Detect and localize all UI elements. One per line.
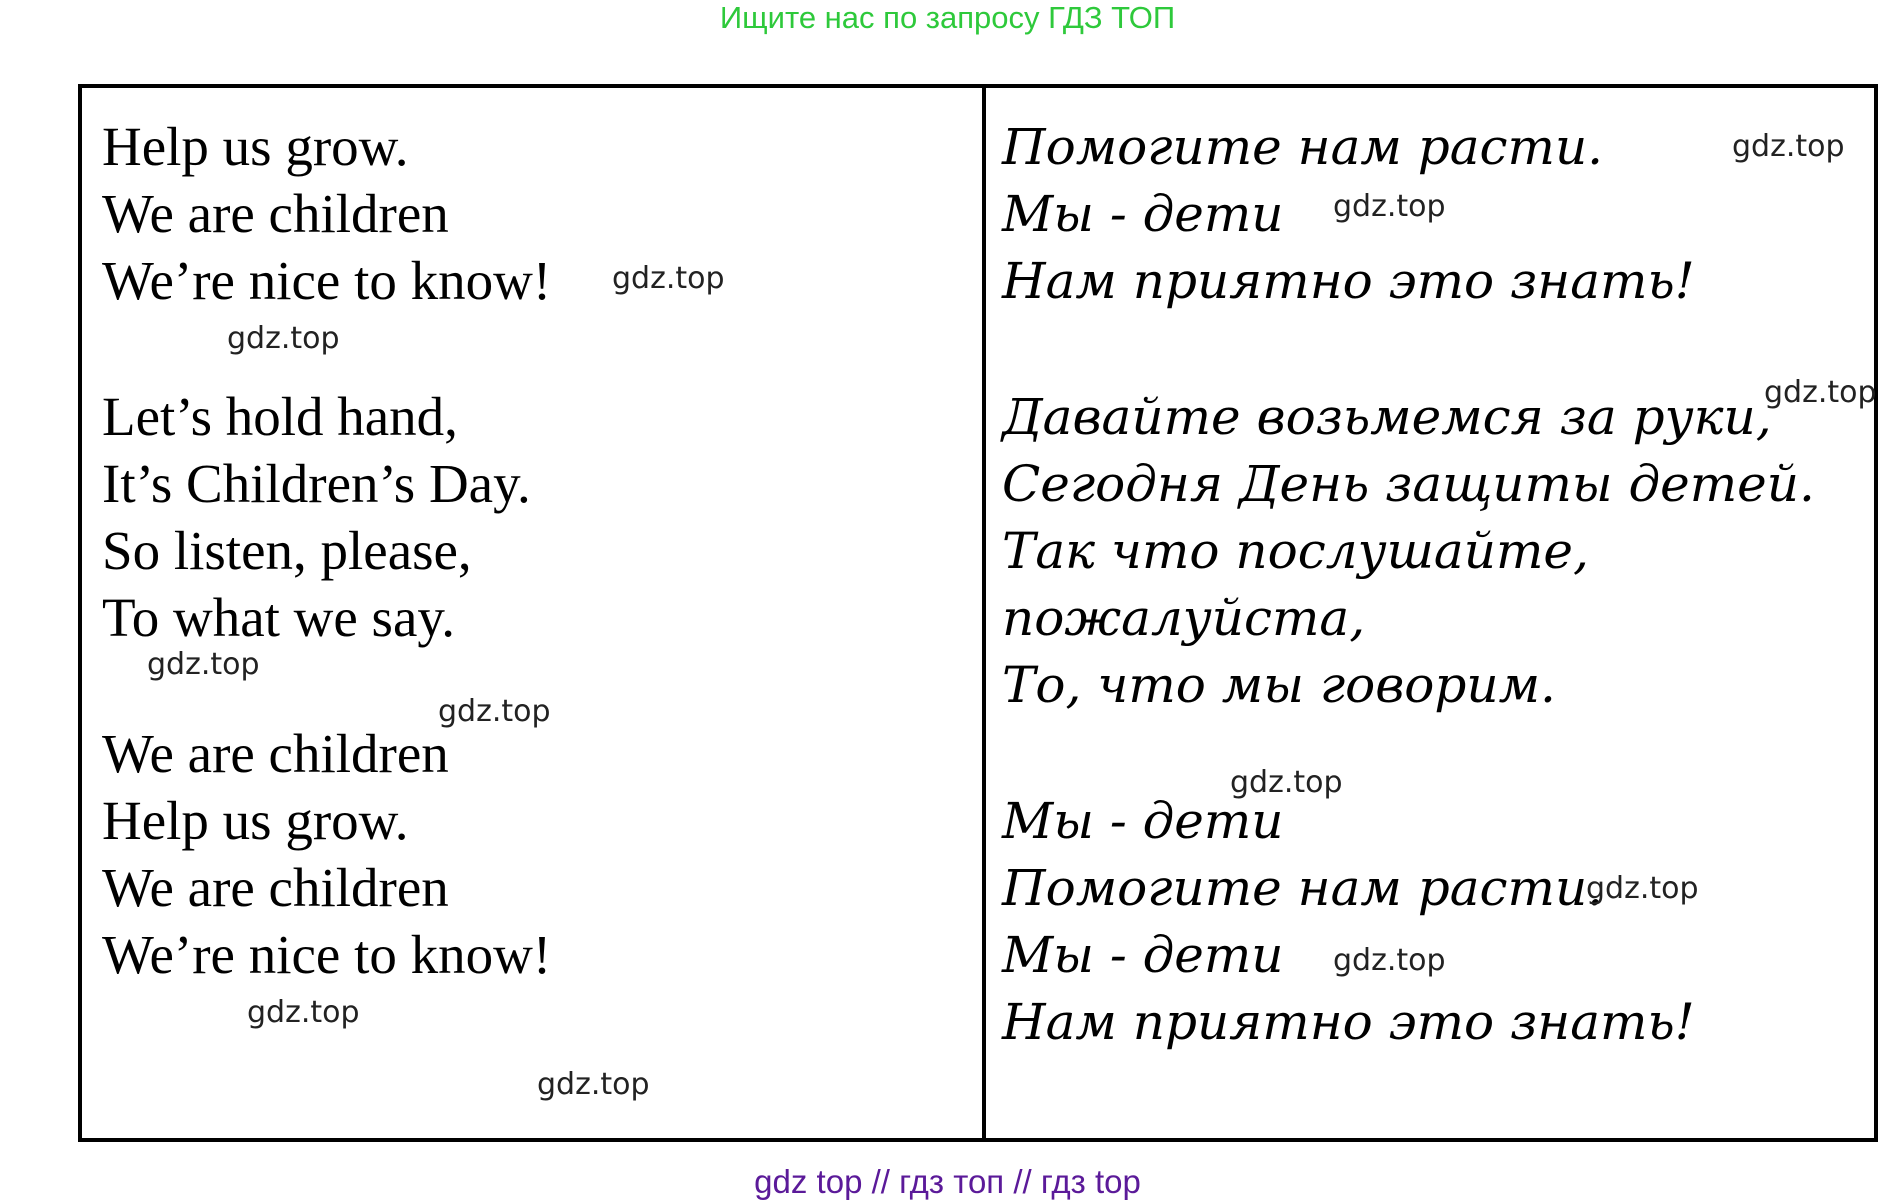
russian-line: Мы - дети (1002, 792, 1284, 850)
russian-line: пожалуйста, (1002, 589, 1366, 647)
russian-line: Помогите нам расти. (1002, 118, 1604, 176)
english-line: Help us grow. (102, 790, 409, 851)
english-line: Let’s hold hand, (102, 386, 458, 447)
watermark: gdz.top (1333, 189, 1446, 224)
russian-line: Мы - дети (1002, 926, 1284, 984)
english-line: We are children (102, 723, 449, 784)
poem-table (78, 84, 1878, 1142)
watermark: gdz.top (1333, 943, 1446, 978)
watermark: gdz.top (537, 1067, 650, 1102)
english-line: So listen, please, (102, 520, 472, 581)
english-line: We are children (102, 857, 449, 918)
english-line: We’re nice to know! (102, 250, 552, 311)
watermark: gdz.top (612, 261, 725, 296)
russian-line: То, что мы говорим. (1002, 656, 1556, 714)
english-line: We’re nice to know! (102, 924, 552, 985)
watermark: gdz.top (438, 694, 551, 729)
russian-line: Нам приятно это знать! (1002, 252, 1695, 310)
watermark: gdz.top (147, 647, 260, 682)
russian-line: Давайте возьмемся за руки, (1002, 388, 1772, 446)
watermark: gdz.top (247, 995, 360, 1030)
english-line: It’s Children’s Day. (102, 453, 531, 514)
watermark: gdz.top (1230, 765, 1343, 800)
russian-line: Нам приятно это знать! (1002, 993, 1695, 1051)
english-line: Help us grow. (102, 116, 409, 177)
watermark: gdz.top (227, 321, 340, 356)
column-divider (982, 88, 986, 1138)
russian-line: Помогите нам расти. (1002, 859, 1604, 917)
russian-line: Сегодня День защиты детей. (1002, 455, 1815, 513)
watermark: gdz.top (1732, 129, 1845, 164)
footer-banner: gdz top // гдз топ // гдз top (754, 1163, 1141, 1200)
english-line: To what we say. (102, 587, 456, 648)
english-line: We are children (102, 183, 449, 244)
watermark: gdz.top (1586, 871, 1699, 906)
russian-line: Так что послушайте, (1002, 522, 1589, 580)
russian-line: Мы - дети (1002, 185, 1284, 243)
search-banner: Ищите нас по запросу ГДЗ ТОП (719, 0, 1176, 35)
watermark: gdz.top (1764, 375, 1877, 410)
